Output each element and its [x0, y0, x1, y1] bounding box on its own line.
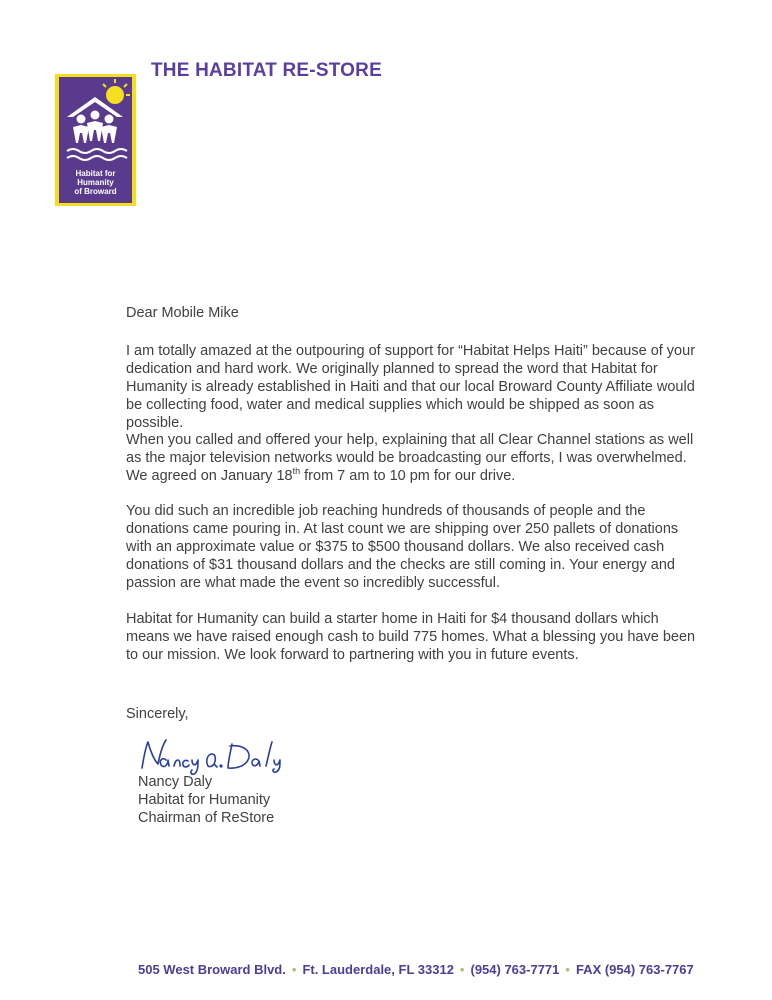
letter-paragraph-2: [126, 431, 706, 485]
footer-city: Ft. Lauderdale, FL 33312: [302, 962, 454, 977]
paragraph-text: When you called and offered your help, explaining that all Clear Channel stations as well as the major television networks would be broadcasting our efforts, I was overwhelmed. We agreed on January 18: [126, 432, 694, 484]
letter-paragraph-4: Habitat for Humanity can build a starter home in Haiti for $4 thousand dollars which means we have raised enough cash to build 775 homes. What a blessing you have been to our mission. We look forward to partnering with you in future events.: [126, 611, 696, 663]
logo-caption: Habitat for Humanity of Broward: [74, 169, 117, 196]
signer-organization: Habitat for Humanity: [138, 792, 271, 808]
signature-block: [138, 773, 274, 827]
signer-name: Nancy Daly: [138, 774, 213, 790]
footer-phone: (954) 763-7771: [470, 962, 560, 977]
letterhead-footer: [138, 962, 694, 977]
letter-paragraph-3: You did such an incredible job reaching hundreds of thousands of people and the donations came pouring in. At last count we are shipping over 250 pallets of donations with an approximate value or $375 to $500 thousand dollars. We also received cash donations of $31 thousand dollars and the checks are still coming in. Your energy and passion are what made the event so incredibly successful.: [126, 503, 679, 591]
letter-closing: Sincerely,: [126, 706, 189, 722]
footer-separator: •: [459, 962, 465, 977]
superscript: th: [292, 466, 301, 477]
paragraph-text: from 7 am to 10 pm for our drive.: [300, 468, 516, 484]
footer-fax: FAX (954) 763-7767: [575, 962, 694, 977]
letter-greeting: Dear Mobile Mike: [126, 305, 239, 321]
footer-separator: •: [291, 962, 297, 977]
logo-panel: [59, 77, 132, 203]
letter-paragraph-1: I am totally amazed at the outpouring of support for “Habitat Helps Haiti” because of your dedication and hard work. We originally planned to spread the word that Habitat for Humanity is already established in Haiti and that our local Broward County Affiliate would be collecting food, water and medical supplies which would be shipped as soon as possible.: [126, 343, 696, 431]
footer-address: 505 West Broward Blvd.: [138, 962, 286, 977]
logo: [55, 74, 136, 206]
page-title: THE HABITAT RE-STORE: [151, 60, 382, 81]
footer-separator: •: [565, 962, 570, 977]
signer-title: Chairman of ReStore: [138, 810, 275, 826]
habitat-house-icon: [59, 77, 132, 169]
